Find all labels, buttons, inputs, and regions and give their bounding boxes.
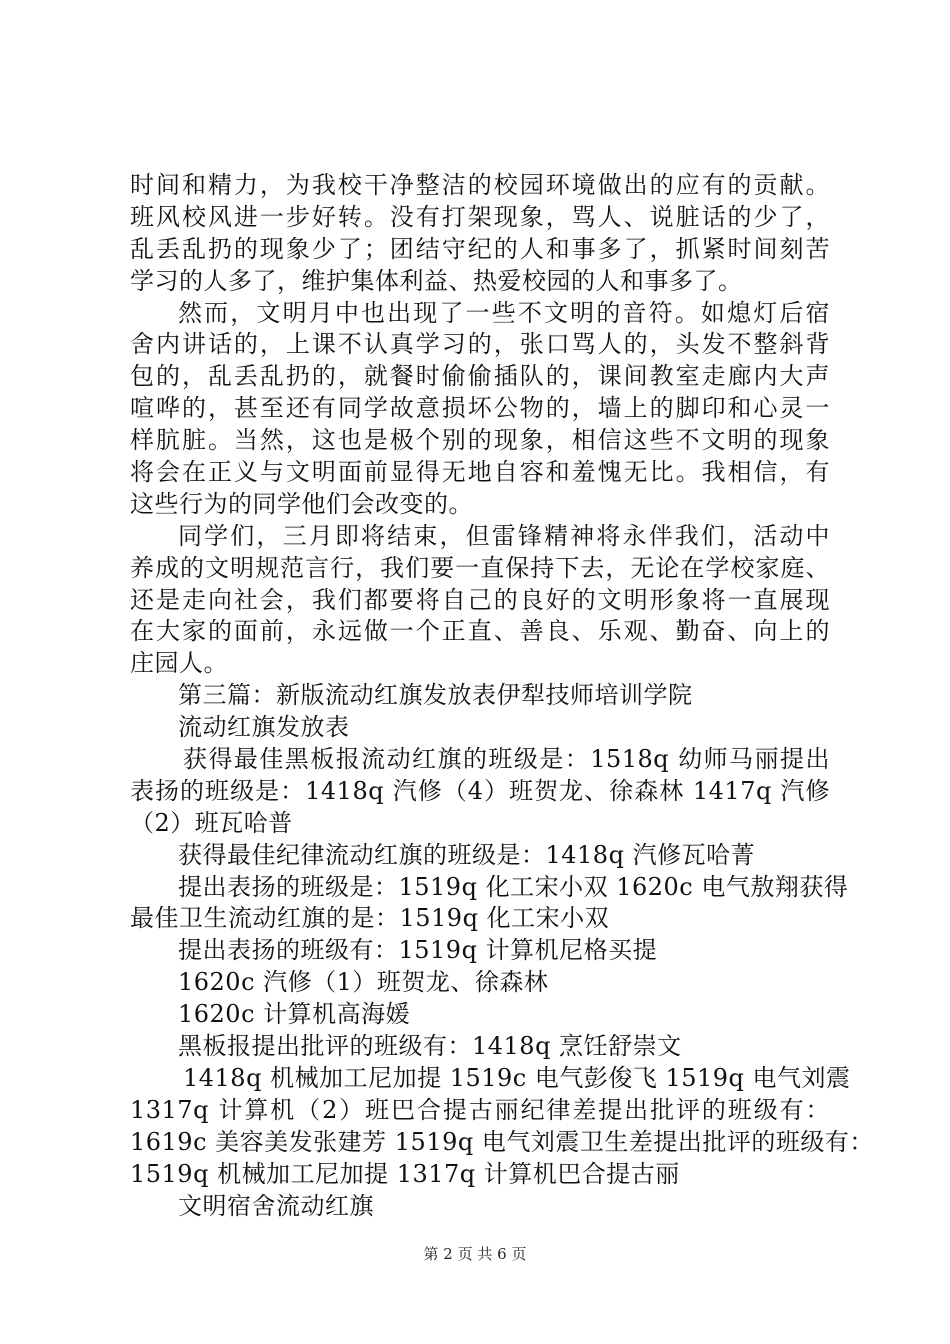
text-line: 庄园人。 xyxy=(130,649,228,678)
text-line: 获得最佳纪律流动红旗的班级是：1418q 汽修瓦哈菁 xyxy=(178,840,756,869)
page-footer xyxy=(0,1243,950,1264)
text-line: 1317q 计算机（2）班巴合提古丽纪律差提出批评的班级有： xyxy=(130,1095,830,1124)
text-line: 提出表扬的班级是：1519q 化工宋小双 1620c 电气敖翔获得 xyxy=(178,872,849,901)
text-line: 1620c 计算机高海媛 xyxy=(178,1000,411,1029)
text-line: 舍内讲话的，上课不认真学习的，张口骂人的，头发不整斜背 xyxy=(130,330,830,359)
text-line: 1619c 美容美发张建芳 1519q 电气刘震卫生差提出批评的班级有： xyxy=(130,1127,874,1156)
text-line: 最佳卫生流动红旗的是：1519q 化工宋小双 xyxy=(130,904,610,933)
table-title: 流动红旗发放表 xyxy=(178,713,350,742)
text-line: 乱丢乱扔的现象少了；团结守纪的人和事多了，抓紧时间刻苦 xyxy=(130,234,830,263)
page-number: 第 2 页 共 6 页 xyxy=(423,1245,527,1263)
text-line: 然而，文明月中也出现了一些不文明的音符。如熄灯后宿 xyxy=(178,298,830,327)
text-line: 1418q 机械加工尼加提 1519c 电气彭俊飞 1519q 电气刘震 xyxy=(183,1063,851,1092)
section-heading: 第三篇：新版流动红旗发放表伊犁技师培训学院 xyxy=(178,681,693,710)
text-line: 文明宿舍流动红旗 xyxy=(178,1191,374,1220)
text-line: 学习的人多了，维护集体利益、热爱校园的人和事多了。 xyxy=(130,266,743,295)
text-line: 同学们，三月即将结束，但雷锋精神将永伴我们，活动中 xyxy=(178,521,830,550)
text-line: 1620c 汽修（1）班贺龙、徐森林 xyxy=(178,968,549,997)
text-line: 还是走向社会，我们都要将自己的良好的文明形象将一直展现 xyxy=(130,585,830,614)
text-line: 喧哗的，甚至还有同学故意损坏公物的，墙上的脚印和心灵一 xyxy=(130,394,830,423)
text-line: 在大家的面前，永远做一个正直、善良、乐观、勤奋、向上的 xyxy=(130,617,830,646)
text-line: 1519q 机械加工尼加提 1317q 计算机巴合提古丽 xyxy=(130,1159,680,1188)
text-line: 黑板报提出批评的班级有：1418q 烹饪舒崇文 xyxy=(178,1032,682,1061)
text-line: （2）班瓦哈普 xyxy=(130,808,293,837)
text-line: 表扬的班级是：1418q 汽修（4）班贺龙、徐森林 1417q 汽修 xyxy=(130,776,830,805)
text-line: 时间和精力，为我校干净整洁的校园环境做出的应有的贡献。 xyxy=(130,171,830,199)
text-line: 将会在正义与文明面前显得无地自容和羞愧无比。我相信，有 xyxy=(130,458,830,487)
document-body xyxy=(130,170,874,1222)
text-line: 样肮脏。当然，这也是极个别的现象，相信这些不文明的现象 xyxy=(130,426,830,455)
text-line: 班风校风进一步好转。没有打架现象，骂人、说脏话的少了， xyxy=(130,202,830,231)
text-line: 提出表扬的班级有：1519q 计算机尼格买提 xyxy=(178,936,658,965)
text-line: 这些行为的同学他们会改变的。 xyxy=(130,489,473,518)
text-line: 养成的文明规范言行，我们要一直保持下去，无论在学校家庭、 xyxy=(130,553,830,582)
text-line: 包的，乱丢乱扔的，就餐时偷偷插队的，课间教室走廊内大声 xyxy=(130,362,830,391)
text-line: 获得最佳黑板报流动红旗的班级是：1518q 幼师马丽提出 xyxy=(183,745,830,774)
